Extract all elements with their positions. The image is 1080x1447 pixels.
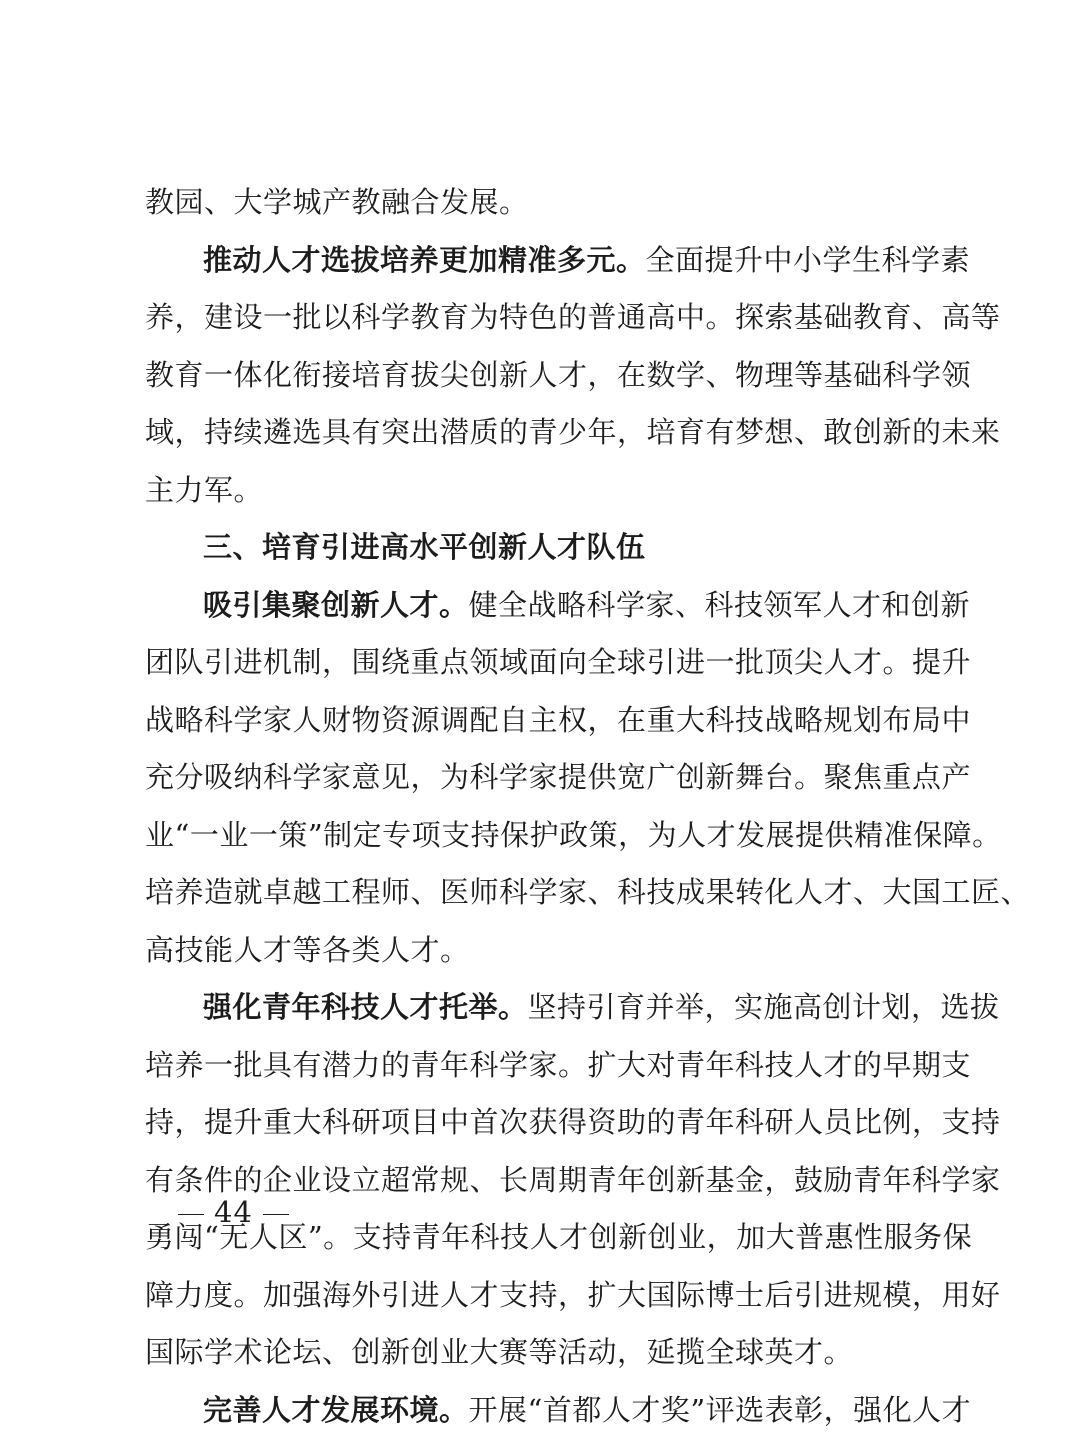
paragraph-lead: 推动人才选拔培养更加精准多元。 (203, 242, 646, 277)
text-line: 培养造就卓越工程师、医师科学家、科技成果转化人才、大国工匠、 (145, 875, 1031, 909)
page-footer (168, 1192, 299, 1232)
text-line: 培养一批具有潜力的青年科学家。扩大对青年科技人才的早期支 (145, 1047, 972, 1082)
paragraph-lead: 吸引集聚创新人才。 (203, 587, 469, 622)
paragraph-lead: 完善人才发展环境。 (203, 1392, 469, 1427)
text-line: 勇闯“无人区”。支持青年科技人才创新创业，加大普惠性服务保 (145, 1220, 973, 1254)
text-line: 战略科学家人财物资源调配自主权，在重大科技战略规划布局中 (145, 702, 972, 737)
text-line: 高技能人才等各类人才。 (145, 932, 470, 967)
footer-dash-left (178, 1214, 204, 1215)
text-line: 强化青年科技人才托举。坚持引育并举，实施高创计划，选拔 (203, 990, 1000, 1024)
text-line: 国际学术论坛、创新创业大赛等活动，延揽全球英才。 (145, 1335, 854, 1369)
text-line: 持，提升重大科研项目中首次获得资助的青年科研人员比例，支持 (145, 1105, 1001, 1139)
paragraph-lead: 强化青年科技人才托举。 (203, 990, 528, 1024)
text-line: 充分吸纳科学家意见，为科学家提供宽广创新舞台。聚焦重点产 (145, 760, 972, 794)
text-line: 有条件的企业设立超常规、长周期青年创新基金，鼓励青年科学家 (145, 1162, 1001, 1197)
text-line: 教园、大学城产教融合发展。 (145, 185, 529, 219)
text-line: 吸引集聚创新人才。健全战略科学家、科技领军人才和创新 (203, 587, 971, 622)
text-line: 完善人才发展环境。开展“首都人才奖”评选表彰，强化人才 (203, 1392, 972, 1427)
text-line: 团队引进机制，围绕重点领域面向全球引进一批顶尖人才。提升 (145, 645, 972, 679)
text-line: 养，建设一批以科学教育为特色的普通高中。探索基础教育、高等 (145, 300, 1001, 334)
section-heading: 三、培育引进高水平创新人才队伍 (203, 530, 646, 564)
text-line: 教育一体化衔接培育拔尖创新人才，在数学、物理等基础科学领 (145, 357, 972, 392)
document-body (145, 174, 1031, 1439)
page-number: 44 (214, 1195, 253, 1229)
footer-dash-right (263, 1214, 289, 1215)
text-line: 推动人才选拔培养更加精准多元。全面提升中小学生科学素 (203, 242, 971, 277)
text-line: 业“一业一策”制定专项支持保护政策，为人才发展提供精准保障。 (145, 817, 1002, 852)
text-line: 主力军。 (145, 472, 264, 507)
text-line: 域，持续遴选具有突出潜质的青少年，培育有梦想、敢创新的未来 (145, 415, 1001, 449)
text-line: 障力度。加强海外引进人才支持，扩大国际博士后引进规模，用好 (145, 1277, 1001, 1312)
